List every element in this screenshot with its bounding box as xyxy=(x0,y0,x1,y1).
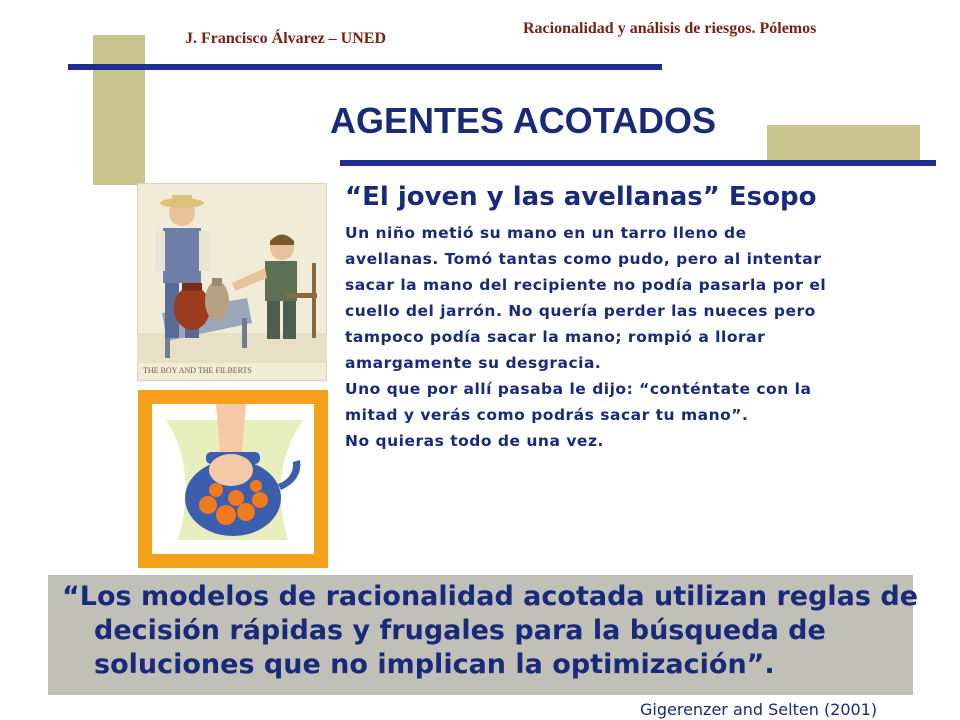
quote-text: “Los modelos de racionalidad acotada utilizan reglas de decisión rápidas y frugales para la búsqueda de soluciones que no implican la optimización”. xyxy=(62,581,919,680)
fable-body xyxy=(345,220,915,454)
fable-line: Uno que por allí pasaba le dijo: “conténtate con la xyxy=(345,380,812,398)
fable-line: tampoco podía sacar la mano; rompió a llorar xyxy=(345,328,766,346)
hand-in-jar-drawing xyxy=(138,390,328,568)
boy-and-filberts-drawing xyxy=(137,183,327,381)
fable-line: avellanas. Tomó tantas como pudo, pero al intentar xyxy=(345,250,822,268)
header-course: Racionalidad y análisis de riesgos. Pólemos xyxy=(523,20,817,37)
fable-line: sacar la mano del recipiente no podía pasarla por el xyxy=(345,276,827,294)
fable-line: Un niño metió su mano en un tarro lleno de xyxy=(345,224,747,242)
left-khaki-block xyxy=(93,35,145,185)
illustration-caption: THE BOY AND THE FILBERTS xyxy=(143,366,252,375)
top-navy-rule xyxy=(68,64,662,70)
fable-line: cuello del jarrón. No quería perder las nueces pero xyxy=(345,302,816,320)
slide-title: AGENTES ACOTADOS xyxy=(330,100,717,141)
header-author: J. Francisco Álvarez – UNED xyxy=(185,30,386,47)
fable-line: amargamente su desgracia. xyxy=(345,354,602,372)
fable-title: “El joven y las avellanas” Esopo xyxy=(345,182,817,212)
fable-line: No quieras todo de una vez. xyxy=(345,432,604,450)
citation: Gigerenzer and Selten (2001) xyxy=(640,700,878,719)
boy-and-filberts-illustration xyxy=(137,183,327,381)
title-navy-rule xyxy=(340,160,936,166)
right-khaki-block xyxy=(767,125,920,161)
fable-line: mitad y verás como podrás sacar tu mano”. xyxy=(345,406,749,424)
hand-in-jar-illustration xyxy=(138,390,328,568)
